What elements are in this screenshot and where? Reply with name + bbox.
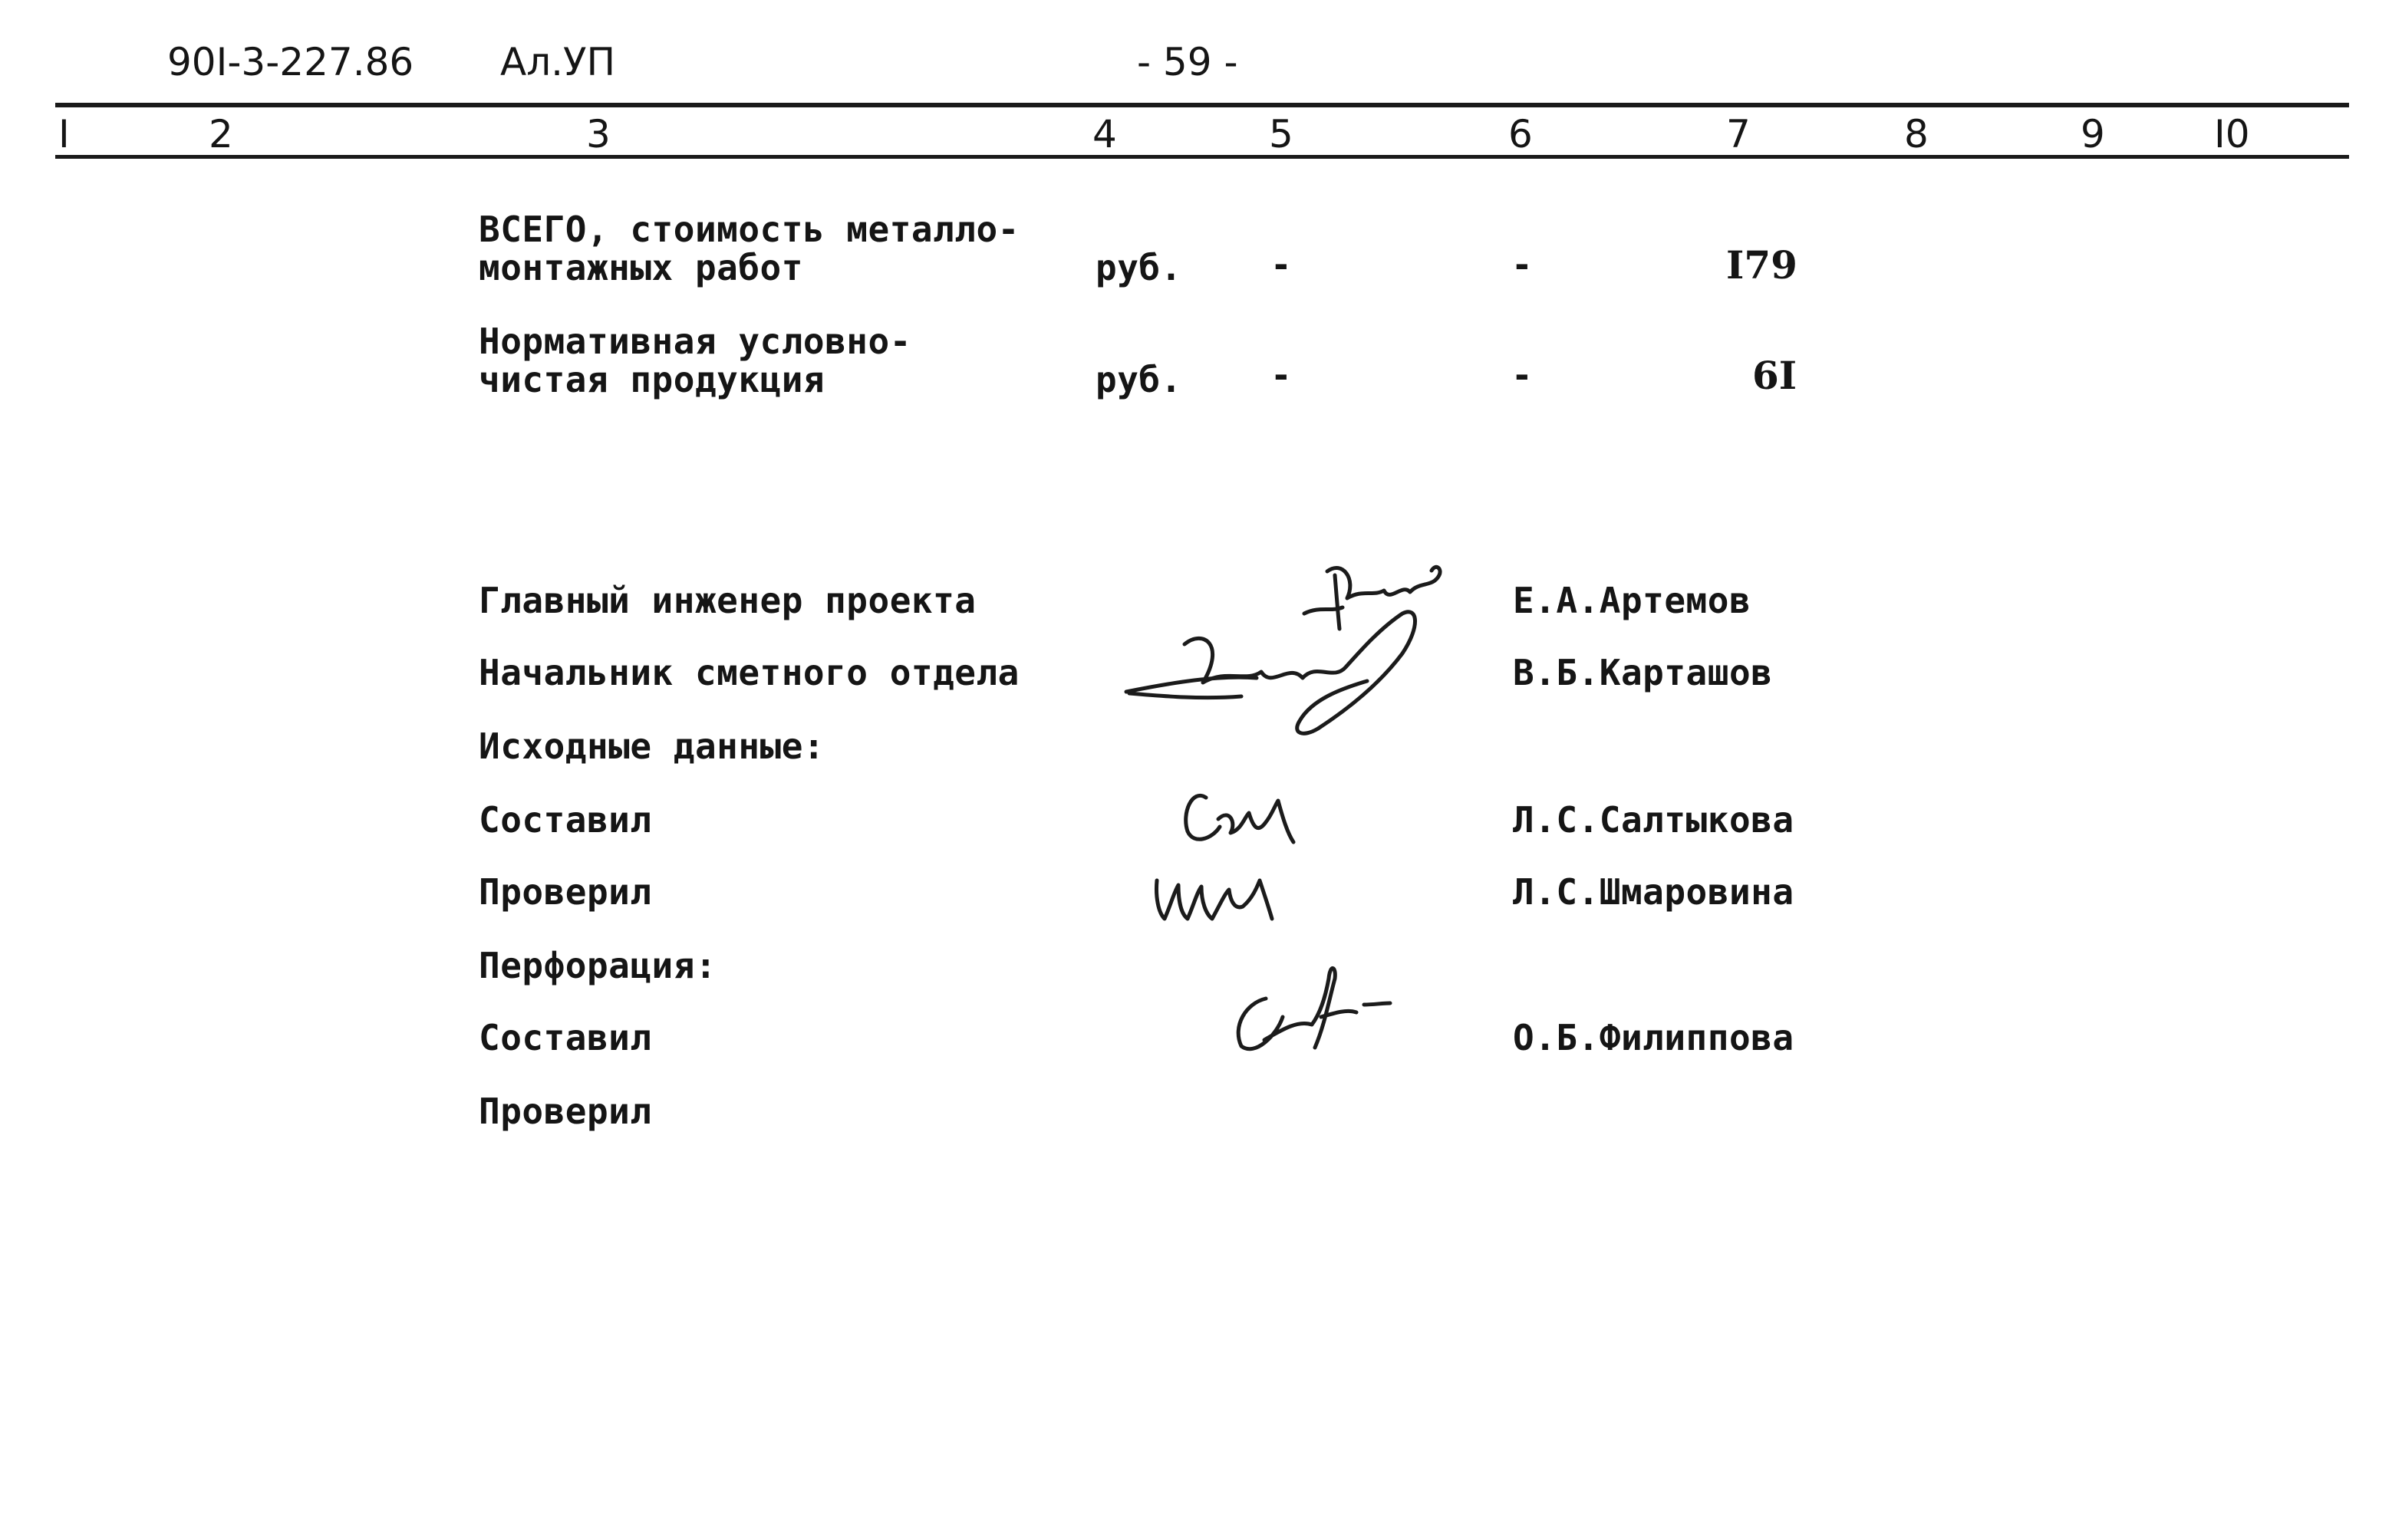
page-number: - 59 -: [1137, 40, 1238, 84]
row-normative-name-line1: Нормативная условно-: [479, 321, 911, 362]
column-header-top-rule: [55, 103, 2349, 107]
role-source-data: Исходные данные:: [479, 726, 825, 767]
signature-compiled-2-icon: [1221, 956, 1398, 1063]
name-chief-engineer: Е.А.Артемов: [1513, 580, 1751, 621]
row-normative-col6: -: [1511, 354, 1533, 396]
album-number: Ал.УП: [500, 40, 616, 84]
column-number-9: 9: [2081, 112, 2105, 156]
name-checked-1: Л.С.Шмаровина: [1513, 871, 1794, 913]
role-compiled-2: Составил: [479, 1017, 652, 1058]
role-checked-2: Проверил: [479, 1091, 652, 1132]
column-number-1: I: [58, 112, 70, 156]
row-total-col7: I79: [1726, 242, 1797, 288]
row-total-col6: -: [1511, 244, 1533, 285]
column-number-4: 4: [1092, 112, 1117, 156]
name-compiled-2: О.Б.Филиппова: [1513, 1017, 1794, 1058]
name-head-estimates: В.Б.Карташов: [1513, 652, 1773, 693]
column-number-5: 5: [1269, 112, 1293, 156]
row-normative-col7: 6I: [1752, 353, 1797, 398]
row-total-name-line2: монтажных работ: [479, 247, 803, 288]
row-normative-name-line2: чистая продукция: [479, 359, 825, 400]
signature-compiled-1-icon: [1175, 775, 1313, 859]
row-total-unit: руб.: [1096, 247, 1182, 288]
column-header-bottom-rule: [55, 155, 2349, 159]
role-perforation: Перфорация:: [479, 945, 717, 986]
role-checked-1: Проверил: [479, 871, 652, 913]
column-number-6: 6: [1508, 112, 1533, 156]
row-normative-col5: -: [1270, 354, 1292, 396]
role-head-estimates: Начальник сметного отдела: [479, 652, 1020, 693]
row-normative-unit: руб.: [1096, 359, 1182, 400]
name-compiled-1: Л.С.Салтыкова: [1513, 799, 1794, 841]
column-number-8: 8: [1904, 112, 1929, 156]
column-number-3: 3: [586, 112, 611, 156]
role-compiled-1: Составил: [479, 799, 652, 841]
column-number-10: I0: [2214, 112, 2250, 156]
column-number-2: 2: [209, 112, 233, 156]
signature-head-estimates-icon: [1111, 598, 1448, 752]
column-number-7: 7: [1726, 112, 1751, 156]
role-chief-engineer: Главный инженер проекта: [479, 580, 977, 621]
row-total-col5: -: [1270, 244, 1292, 285]
signature-checked-1-icon: [1145, 854, 1313, 931]
document-code: 90I-3-227.86: [167, 40, 414, 84]
row-total-name-line1: ВСЕГО, стоимость металло-: [479, 209, 1020, 250]
